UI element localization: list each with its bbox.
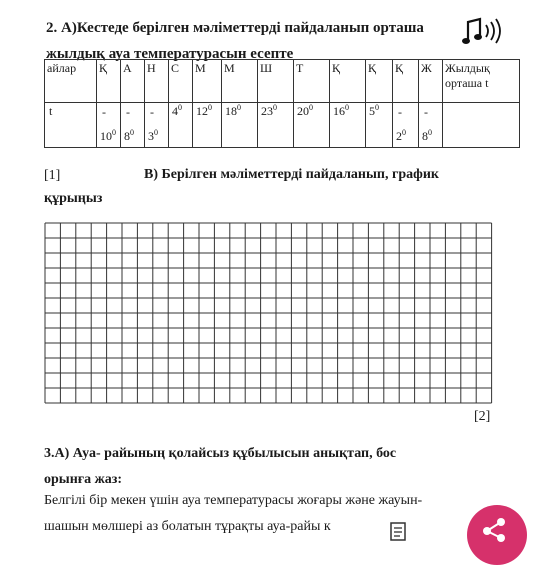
value-cell: $18^0$: [222, 103, 258, 148]
question-3-body-line2: шашын мөлшері аз болатын тұрақты ауа-райы к: [44, 519, 331, 534]
value-cell: - $8^0$: [419, 103, 443, 148]
month-header: С: [169, 60, 193, 103]
question-3-title-line1: 3.А) Ауа- райының қолайсыз құбылысын анықтап, бос: [44, 446, 397, 461]
graph-grid[interactable]: [44, 222, 494, 405]
value-cell: $23^0$: [258, 103, 294, 148]
header-annual-average: [443, 60, 520, 103]
value-cell: $12^0$: [193, 103, 222, 148]
month-header: Ш: [258, 60, 294, 103]
marks-1: [1]: [44, 168, 61, 183]
value-cell: - $8^0$: [121, 103, 145, 148]
question-3-title: [44, 441, 484, 493]
month-header: Ж: [419, 60, 443, 103]
month-header: Т: [294, 60, 330, 103]
part-b-line2: құрыңыз: [44, 191, 103, 206]
value-cell: - $2^0$: [393, 103, 419, 148]
table-values-row: [45, 103, 520, 148]
question-2-title-line2: жылдық ауа температурасын есепте: [46, 46, 294, 62]
header-annual-line1: Жылдық: [445, 61, 490, 75]
month-header: Қ: [330, 60, 366, 103]
month-header: А: [121, 60, 145, 103]
value-cell: $16^0$: [330, 103, 366, 148]
value-cell: $20^0$: [294, 103, 330, 148]
header-months-label: айлар: [45, 60, 97, 103]
row-label-t: t: [45, 103, 97, 148]
value-cell: - $10^0$: [97, 103, 121, 148]
question-2-title-line1: 2. А)Кестеде берілген мәліметтерді пайдаланып орташа: [46, 20, 424, 36]
share-button[interactable]: [467, 505, 527, 565]
question-3-title-line2: орынға жаз:: [44, 472, 123, 487]
annual-average-answer-cell[interactable]: [443, 103, 520, 148]
month-header: Қ: [97, 60, 121, 103]
month-header: Қ: [366, 60, 393, 103]
question-3-body-line1: Белгілі бір мекен үшін ауа температурасы жоғары және жауын-: [44, 493, 423, 508]
audio-note-icon[interactable]: [462, 14, 506, 50]
month-header: Н: [145, 60, 169, 103]
month-header: Қ: [393, 60, 419, 103]
table-header-row: [45, 60, 520, 103]
part-b-line1: В) Берілген мәліметтерді пайдаланып, график: [144, 167, 439, 182]
header-annual-line2: орташа t: [445, 76, 489, 90]
question-3-body: [44, 488, 504, 540]
value-cell: $4^0$: [169, 103, 193, 148]
month-header: М: [193, 60, 222, 103]
share-icon: [467, 505, 527, 565]
value-cell: $5^0$: [366, 103, 393, 148]
month-header: М: [222, 60, 258, 103]
value-cell: - $3^0$: [145, 103, 169, 148]
temperature-table: [44, 59, 520, 148]
marks-2: [2]: [474, 409, 491, 424]
document-icon[interactable]: [388, 521, 408, 541]
